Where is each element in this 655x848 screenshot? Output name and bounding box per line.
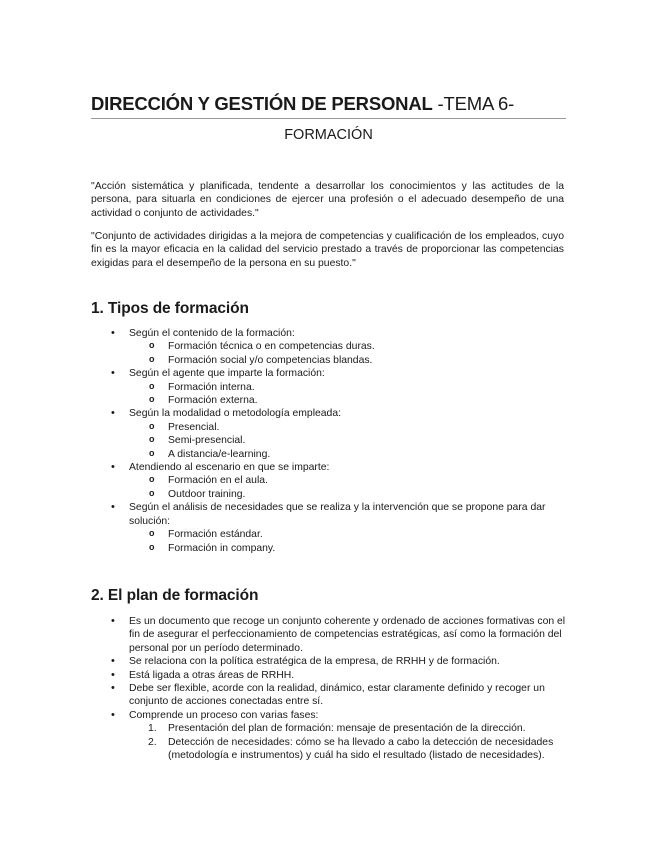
numbered-item — [91, 736, 566, 763]
definition-quote-1: "Acción sistemática y planificada, tendente a desarrollar los conocimientos y las actitudes de la persona, para situarla en condiciones de ejercer una profesión o el adecuado desempeño de una actividad o conjunto de actividades." — [91, 181, 564, 219]
item-text: Presentación del plan de formación: mensaje de presentación de la dirección. — [168, 723, 526, 735]
sub-list-item: o Formación en el aula. — [91, 474, 566, 487]
sub-list-item: o Formación estándar. — [91, 528, 566, 541]
item-number: 2. — [148, 736, 157, 748]
sub-list-item: o Formación técnica o en competencias duras. — [91, 340, 566, 353]
item-number: 1. — [148, 723, 157, 735]
plan-list — [91, 615, 566, 762]
numbered-item — [91, 722, 566, 735]
sub-list-item: o Formación in company. — [91, 542, 566, 555]
item-text: Detección de necesidades: cómo se ha llevado a cabo la detección de necesidades (metodología e instrumentos) y cuál ha sido el resultado (listado de necesidades). — [168, 736, 554, 762]
section-heading-plan: 2. El plan de formación — [91, 587, 259, 604]
tipos-list — [91, 327, 566, 555]
document-subtitle: FORMACIÓN — [284, 127, 373, 143]
list-item: • Según el contenido de la formación: — [91, 327, 566, 340]
sub-list-item: o Formación externa. — [91, 394, 566, 407]
list-item: • Está ligada a otras áreas de RRHH. — [91, 669, 566, 682]
title-main: DIRECCIÓN Y GESTIÓN DE PERSONAL — [91, 93, 433, 114]
list-item: • Debe ser flexible, acorde con la realidad, dinámico, estar claramente definido y recoger un conjunto de acciones conectadas entre sí. — [91, 682, 566, 709]
sub-list-item: o Formación interna. — [91, 381, 566, 394]
sub-list-item: o Presencial. — [91, 421, 566, 434]
title-underline — [91, 118, 566, 119]
list-item: • Según el análisis de necesidades que se realiza y la intervención que se propone para dar solución: — [91, 501, 566, 528]
section-heading-tipos: 1. Tipos de formación — [91, 300, 249, 317]
list-item: • Según el agente que imparte la formación: — [91, 367, 566, 380]
sub-list-item: o Semi-presencial. — [91, 434, 566, 447]
title-topic: -TEMA 6- — [432, 93, 515, 114]
list-item: • Se relaciona con la política estratégica de la empresa, de RRHH y de formación. — [91, 655, 566, 668]
list-item: • Es un documento que recoge un conjunto coherente y ordenado de acciones formativas con el fin de asegurar el perfeccionamiento de competencias estratégicas, así como la formación del personal por un período determinado. — [91, 615, 566, 655]
list-item: • Según la modalidad o metodología empleada: — [91, 407, 566, 420]
definition-quote-2: "Conjunto de actividades dirigidas a la mejora de competencias y cualificación de los empleados, cuyo fin es la mayor eficacia en la calidad del servicio prestado a través de proporcionar las competencias exigidas para el desempeño de la persona en su puesto." — [91, 231, 564, 269]
sub-list-item: o Outdoor training. — [91, 488, 566, 501]
list-item: • Atendiendo al escenario en que se imparte: — [91, 461, 566, 474]
document-title — [91, 93, 566, 115]
sub-list-item: o Formación social y/o competencias blandas. — [91, 354, 566, 367]
list-item: • Comprende un proceso con varias fases: — [91, 709, 566, 722]
sub-list-item: o A distancia/e-learning. — [91, 448, 566, 461]
